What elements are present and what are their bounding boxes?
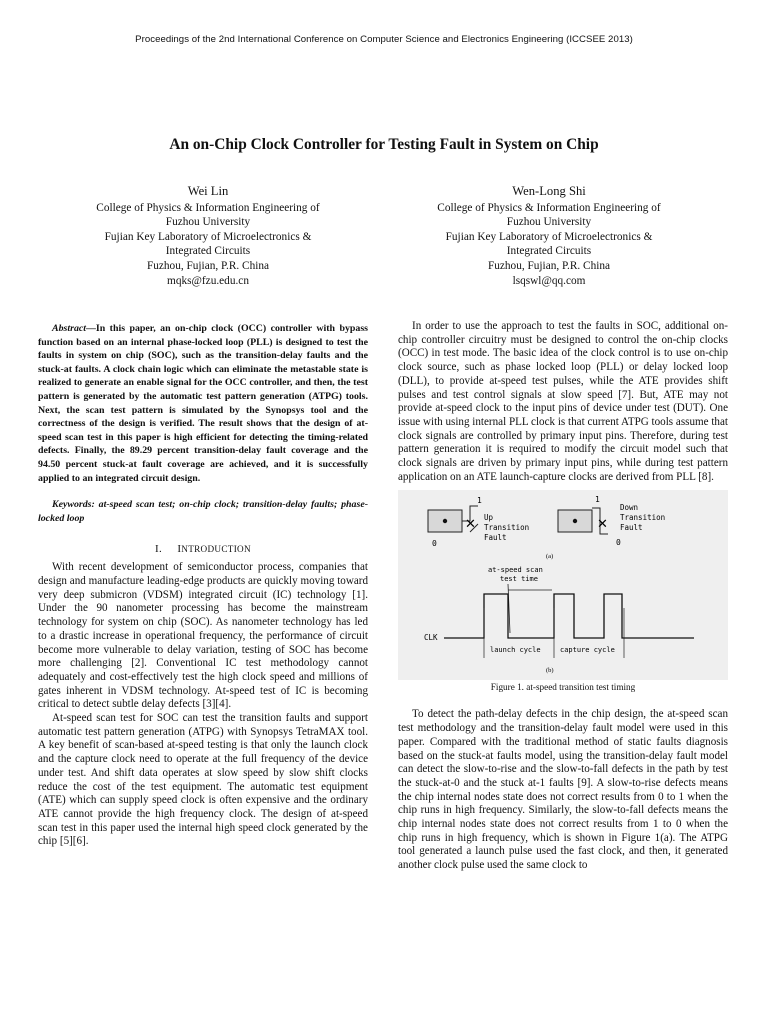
author-affiliation: Fujian Key Laboratory of Microelectronics & xyxy=(104,230,312,243)
author-affiliation: Fujian Key Laboratory of Microelectronics & xyxy=(445,230,653,243)
down-label-1: 1 xyxy=(595,495,600,505)
up-label-0: 0 xyxy=(432,539,437,549)
figure-1-diagram xyxy=(398,490,728,680)
author-affiliation: Fuzhou University xyxy=(506,216,592,229)
author-affiliation: Integrated Circuits xyxy=(165,245,251,258)
down-text-1: Down xyxy=(620,503,639,513)
section-title-rest: NTRODUCTION xyxy=(181,544,251,555)
author-block-2 xyxy=(384,184,714,288)
left-column xyxy=(38,322,368,849)
author-location: Fuzhou, Fujian, P.R. China xyxy=(146,259,270,272)
paragraph: At-speed scan test for SOC can test the transition faults and support automatic test pattern generation (ATPG) with Synopsys TetraMAX tool. A key benefit of scan-based at-speed testing is that only the launch clock and the capture clock need to operate at the full frequency of the device under test. And shift data operates at slow speed by slow shift clocks reduce the cost of the test equipment. The automatic test equipment (ATE) which can supply speed clock is often expensive and the ordinary ATE cannot provide the high frequency clock. The design of at-speed scan test in this paper used the internal high speed clock generated by the chip [5][6]. xyxy=(38,712,368,848)
author-location: Fuzhou, Fujian, P.R. China xyxy=(487,259,611,272)
section-number: I. xyxy=(155,543,163,556)
keywords xyxy=(38,498,368,525)
abstract xyxy=(38,322,368,485)
right-column xyxy=(398,320,728,873)
section-title-initial: I xyxy=(177,543,182,556)
author-affiliation: College of Physics & Information Engineering of xyxy=(437,201,661,214)
note-line-1: at-speed scan xyxy=(488,566,543,575)
node-dot-up xyxy=(443,519,447,523)
label-a: (a) xyxy=(546,553,554,561)
author-name: Wei Lin xyxy=(187,184,229,198)
author-email: lsqswl@qq.com xyxy=(512,274,586,287)
note-line-2: test time xyxy=(500,575,538,584)
section-heading xyxy=(38,543,368,555)
author-affiliation: College of Physics & Information Engineering of xyxy=(96,201,320,214)
author-block-1 xyxy=(43,184,373,288)
author-email: mqks@fzu.edu.cn xyxy=(167,274,249,287)
up-label-1: 1 xyxy=(477,496,482,506)
keywords-text: at-speed scan test; on-chip clock; transition-delay faults; phase-locked loop xyxy=(38,499,368,524)
node-dot-down xyxy=(573,519,577,523)
abstract-text: In this paper, an on-chip clock (OCC) controller with bypass function based on an internal phase-locked loop (PLL) is designed to test the faults in system on chip (SOC), such as the transition-delay faults and the stuck-at faults. A clock chain logic which can eliminate the metastable state is realized to generate an enable signal for the OCC controller, and then, the test pattern is generated by the automatic test pattern generation (ATPG) tools. Next, the scan test pattern is simulated by the Synopsys tool and the correctness of the design is verified. The result shows that the design of at-speed scan test in this paper is high efficient for detecting the timing-related defects. Finally, the 89.29 percent transition-delay fault coverage and the 94.50 percent stuck-at fault coverage are achieved, and it is successfully applied to an integrated circuit design. xyxy=(38,323,368,484)
keywords-label: Keywords: xyxy=(52,499,95,511)
fault-x-down: ✕ xyxy=(597,517,608,533)
figure-caption: Figure 1. at-speed transition test timing xyxy=(490,682,636,693)
abstract-dash: — xyxy=(86,323,96,334)
launch-cycle-label: launch cycle xyxy=(490,646,541,655)
paragraph: To detect the path-delay defects in the chip design, the at-speed scan test methodology and the transition-delay fault model were used in this paper. Compared with the traditional method of static faults diagnosis based on the stuck-at faults model, using the transition-delay fault model can detect the slow-to-rise and the slow-to-fall defects in the path by test the stuck-at-0 and the stuck at-1 faults [9]. A slow-to-rise defects means the chip internal nodes state does not correct results from 0 to 1 when the chip runs in high frequency. Similarly, the slow-to-fall defects means the chip internal nodes state does not correct results from 1 to 0 when the chip runs in high frequency, which is shown in Figure 1(a). The ATPG tool generated a launch pulse used the fast clock, and then, it generated another clock pulse used the same clock to xyxy=(398,708,728,872)
label-b: (b) xyxy=(546,667,554,675)
fault-x-up: ✕ xyxy=(465,517,476,533)
down-text-3: Fault xyxy=(620,523,643,533)
up-text-1: Up xyxy=(484,513,494,523)
abstract-label: Abstract xyxy=(52,323,87,334)
paper-title: An on-Chip Clock Controller for Testing Fault in System on Chip xyxy=(169,136,599,153)
up-text-3: Fault xyxy=(484,533,507,543)
author-name: Wen-Long Shi xyxy=(512,184,586,198)
paragraph: With recent development of semiconductor process, companies that design and manufacture leading-edge products are quickly moving toward very deep submicron (VDSM) integrated circuit (IC) technology [1]. Under the 90 nanometer processing has become the mainstream technology for system on chip (SOC). As nanometer technology has led to a drastic increase in operational frequency, the performance of circuit become more vulnerable to delay variation, testing of SOC has become more challenging [2]. Conventional IC test methodology cannot adequately and cost-effectively test the high clock speed and millions of gates inherent in VDSM technology. At-speed test of IC is becoming critical to detect subtle delay defects [3][4]. xyxy=(38,561,368,711)
up-text-2: Transition xyxy=(484,523,530,533)
conference-header: Proceedings of the 2nd International Conference on Computer Science and Electronics Engineering (ICCSEE 2013) xyxy=(135,34,633,45)
author-affiliation: Integrated Circuits xyxy=(506,245,592,258)
figure-1 xyxy=(398,490,728,680)
author-affiliation: Fuzhou University xyxy=(165,216,251,229)
capture-cycle-label: capture cycle xyxy=(560,646,615,655)
down-text-2: Transition xyxy=(620,513,666,523)
clk-label: CLK xyxy=(424,633,438,643)
paragraph: In order to use the approach to test the faults in SOC, additional on-chip controller circuitry must be designed to control the on-chip clocks (OCC) in test mode. The basic idea of the clock control is to use on-chip clock source, such as phase locked loop (PLL) or delay locked loop (DLL), to provide at-speed test pulses, while the ATE provides shift pulses and test control signals at slow speed [7]. But, ATE may not provide at-speed clock to the input pins of device under test (DUT). One issue with using internal PLL clock is that current ATPG tools assume that clock signals are controlled by primary input pins. Therefore, during test pattern generation it is required to modify the circuit model such that clock signals are driven by primary input pins, while during test pattern application on an ATE launch-capture clocks are derived from PLL [8]. xyxy=(398,320,728,483)
down-label-0: 0 xyxy=(616,538,621,548)
